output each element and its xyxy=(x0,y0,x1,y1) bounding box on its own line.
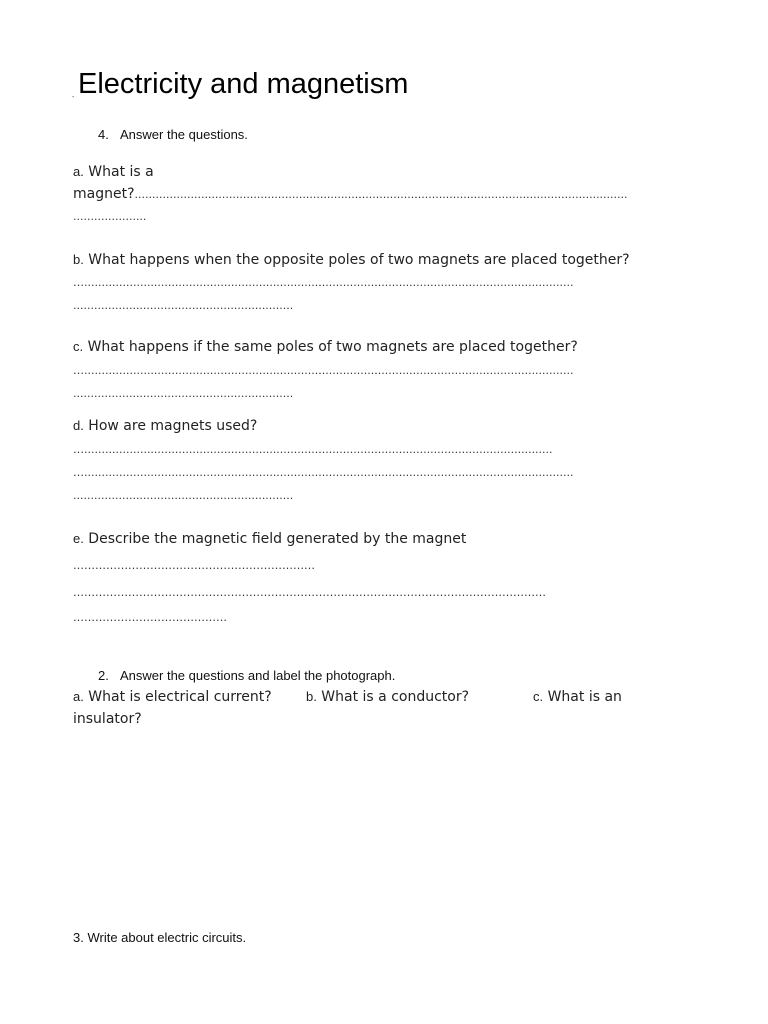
answer-line-e-1[interactable]: ………………………………………………………… xyxy=(73,559,315,572)
answer-line-d-2[interactable]: …............................................................................................................................................ xyxy=(73,466,574,479)
question-a-continuation xyxy=(73,186,695,202)
answer-line-b-1[interactable]: …............................................................................................................................................ xyxy=(73,276,574,289)
question-2c-letter: c. xyxy=(533,689,544,704)
question-2b-text: What is a conductor? xyxy=(321,689,470,705)
question-2b xyxy=(306,689,469,705)
question-b-letter: b. xyxy=(73,252,84,267)
question-2a-text: What is electrical current? xyxy=(88,689,272,705)
section-2-heading: Answer the questions and label the photograph. xyxy=(120,668,396,683)
answer-line-d-1[interactable]: …...................................................................................................................................... xyxy=(73,443,553,456)
question-c xyxy=(73,339,578,355)
answer-line-b-2[interactable]: ............................................................... xyxy=(73,299,294,312)
question-2a-letter: a. xyxy=(73,689,84,704)
section-4-heading: Answer the questions. xyxy=(120,127,248,142)
question-d xyxy=(73,418,257,434)
answer-line-e-2[interactable]: ………………………………………………………………………………………………………………… xyxy=(73,586,546,599)
question-2c xyxy=(533,689,622,705)
question-c-text: What happens if the same poles of two magnets are placed together? xyxy=(87,339,578,355)
question-a-text-cont: magnet? xyxy=(73,186,135,202)
title-mark: - xyxy=(72,94,75,101)
question-a-letter: a. xyxy=(73,164,84,179)
question-e xyxy=(73,531,466,547)
question-d-text: How are magnets used? xyxy=(88,418,258,434)
question-e-text: Describe the magnetic field generated by the magnet xyxy=(88,531,467,547)
answer-line-d-3[interactable]: ............................................................... xyxy=(73,489,294,502)
answer-line-c-1[interactable]: …............................................................................................................................................ xyxy=(73,364,574,377)
question-2c-text: What is an xyxy=(547,689,622,705)
section-2-number: 2. xyxy=(98,668,109,683)
answer-line-a-2[interactable]: ..................... xyxy=(73,210,147,223)
question-a xyxy=(73,164,154,180)
question-a-text: What is a xyxy=(88,164,154,180)
question-2a xyxy=(73,689,272,705)
question-2b-letter: b. xyxy=(306,689,317,704)
answer-line-a-1[interactable]: ............................................................................................................................................. xyxy=(134,188,628,201)
section-4-number: 4. xyxy=(98,127,109,142)
answer-line-c-2[interactable]: ............................................................... xyxy=(73,387,294,400)
section-3-prompt: 3. Write about electric circuits. xyxy=(73,930,247,945)
answer-line-e-3[interactable]: …………………………………… xyxy=(73,611,227,624)
question-b xyxy=(73,252,630,268)
page-title: Electricity and magnetism xyxy=(78,68,409,100)
question-e-letter: e. xyxy=(73,531,84,546)
question-c-letter: c. xyxy=(73,339,84,354)
question-2c-continuation: insulator? xyxy=(73,711,142,727)
question-d-letter: d. xyxy=(73,418,84,433)
question-b-text: What happens when the opposite poles of two magnets are placed together? xyxy=(88,252,630,268)
